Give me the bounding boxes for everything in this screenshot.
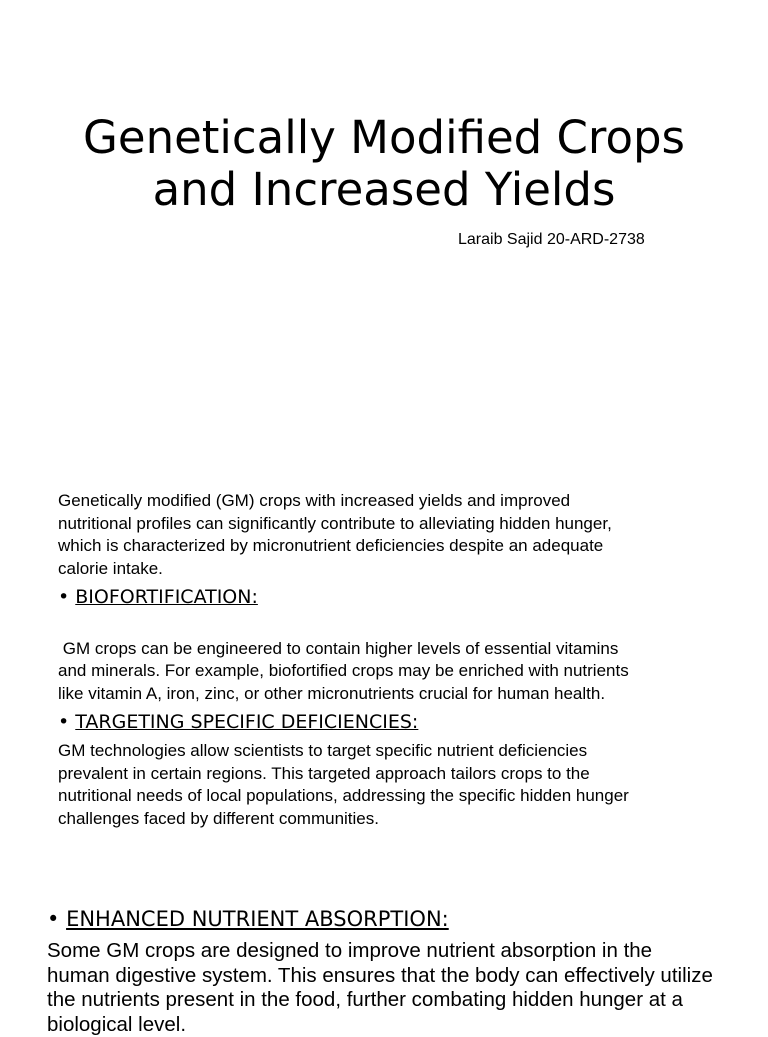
para-line: human digestive system. This ensures that the body can effectively utilize [47, 963, 713, 987]
para-line: like vitamin A, iron, zinc, or other micronutrients crucial for human health. [58, 683, 606, 703]
section-paragraph [58, 740, 718, 830]
intro-line: calorie intake. [58, 558, 163, 578]
slide-title [0, 112, 768, 216]
section-paragraph [58, 615, 718, 705]
content-block-1 [58, 490, 718, 830]
para-line: nutritional needs of local populations, addressing the specific hidden hunger [58, 786, 629, 805]
intro-paragraph [58, 490, 718, 580]
title-line-2: and Increased Yields [152, 163, 616, 216]
para-line: and minerals. For example, biofortified crops may be enriched with nutrients [58, 661, 629, 680]
para-line: prevalent in certain regions. This targeted approach tailors crops to the [58, 763, 590, 783]
heading-text: ENHANCED NUTRIENT ABSORPTION: [66, 907, 449, 931]
bullet: • [58, 586, 70, 608]
para-line: GM crops can be engineered to contain higher levels of essential vitamins [58, 638, 619, 658]
para-line: biological level. [47, 1012, 187, 1036]
para-line: the nutrients present in the food, further combating hidden hunger at a [47, 988, 683, 1011]
section-heading-absorption [47, 906, 727, 932]
intro-line: nutritional profiles can significantly contribute to alleviating hidden hunger, [58, 513, 612, 533]
intro-line: which is characterized by micronutrient deficiencies despite an adequate [58, 536, 604, 555]
para-line: GM technologies allow scientists to target specific nutrient deficiencies [58, 741, 588, 760]
para-line: Some GM crops are designed to improve nutrient absorption in the [47, 939, 653, 962]
section-paragraph [47, 939, 727, 1037]
intro-line: Genetically modified (GM) crops with increased yields and improved [58, 491, 571, 510]
section-heading-targeting [58, 710, 718, 734]
content-block-2 [47, 906, 727, 1037]
bullet: • [47, 907, 60, 931]
bullet: • [58, 711, 70, 733]
para-line: challenges faced by different communities. [58, 808, 379, 828]
heading-text: BIOFORTIFICATION: [75, 586, 258, 608]
heading-text: TARGETING SPECIFIC DEFICIENCIES: [75, 711, 419, 733]
title-line-1: Genetically Modified Crops [83, 111, 685, 164]
author-credit: Laraib Sajid 20-ARD-2738 [458, 231, 645, 248]
section-heading-biofortification [58, 585, 718, 609]
